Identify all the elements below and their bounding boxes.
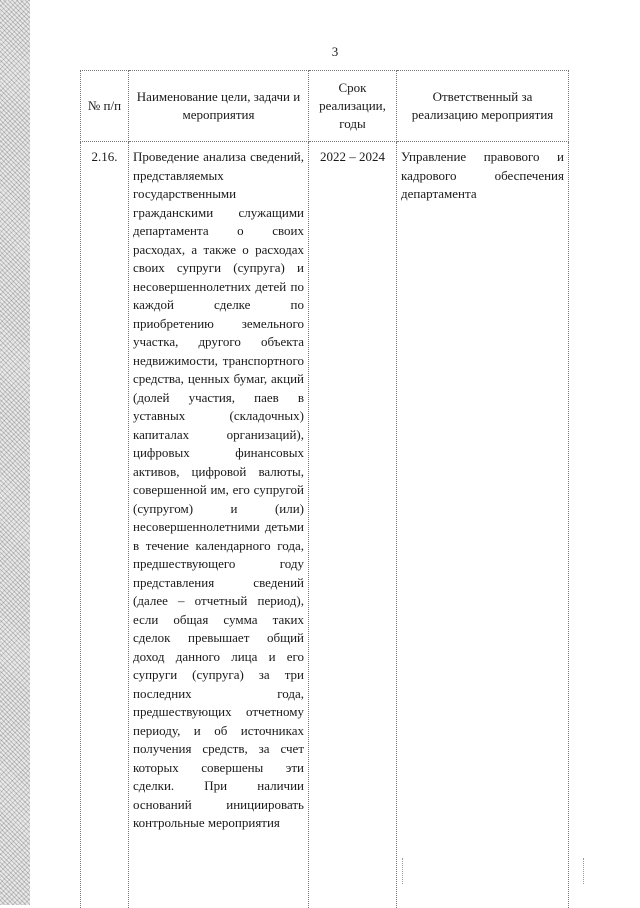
- page-number: 3: [0, 44, 640, 60]
- header-period: Срок реализации, годы: [309, 71, 397, 142]
- table-header-row: [81, 71, 569, 142]
- row-responsible: Управление правового и кадрового обеспечения департамента: [397, 142, 569, 908]
- row-number: 2.16.: [81, 142, 129, 908]
- measures-table: [80, 70, 569, 908]
- row-period: 2022 – 2024: [309, 142, 397, 908]
- scan-edge-artifact: [0, 0, 30, 905]
- header-num: № п/п: [81, 71, 129, 142]
- header-responsible: Ответственный за реализацию мероприятия: [397, 71, 569, 142]
- header-name: Наименование цели, задачи и мероприятия: [129, 71, 309, 142]
- table-row: [81, 142, 569, 908]
- scan-column-marks: [402, 858, 584, 884]
- row-description: Проведение анализа сведений, представляемых государственными гражданскими служащими департамента о своих расходах, а также о расходах своих супруги (супруга) и несовершеннолетних детей по каждой сделке по приобретению земельного участка, другого объекта недвижимости, транспортного средства, ценных бумаг, акций (долей участия, паев в уставных (складочных) капиталах организаций), цифровых финансовых активов, цифровой валюты, совершенной им, его супругой (супругом) и (или) несовершеннолетними детьми в течение календарного года, предшествующего году представления сведений (далее – отчетный период), если общая сумма таких сделок превышает общий доход данного лица и его супруги (супруга) за три последних года, предшествующих отчетному периоду, и об источниках получения средств, за счет которых совершены эти сделки. При наличии оснований инициировать контрольные мероприятия: [129, 142, 309, 908]
